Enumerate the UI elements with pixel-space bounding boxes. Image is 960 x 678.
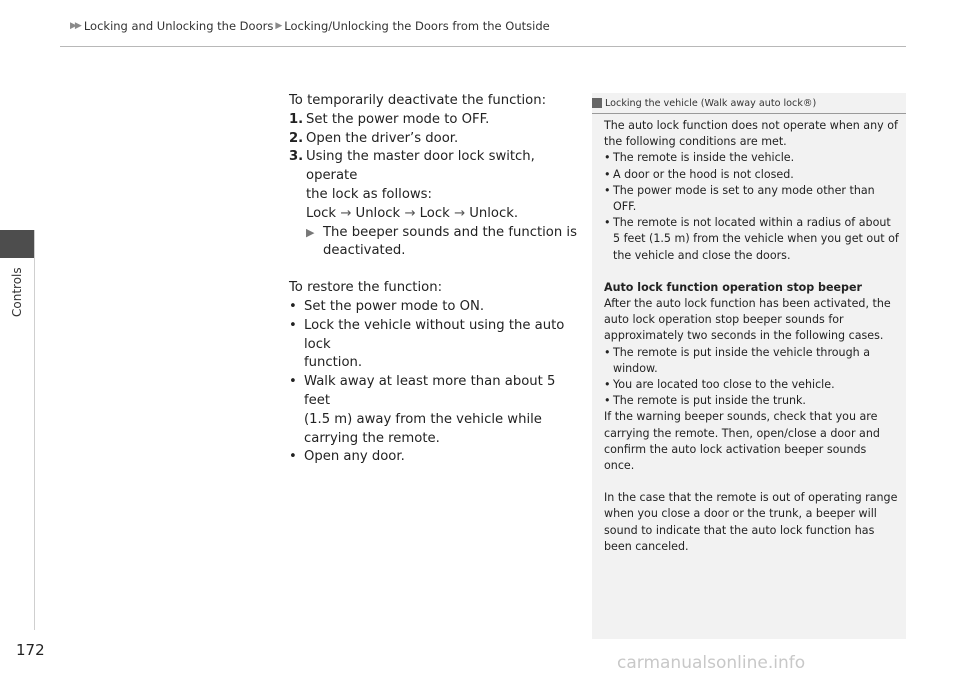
- list-item: [289, 448, 579, 467]
- list-item-text-continued: function.: [304, 355, 363, 371]
- sequence-lock: Lock: [419, 205, 450, 221]
- note-list-item: [604, 150, 900, 166]
- note-text: The auto lock function does not operate when any of: [604, 119, 898, 132]
- breadcrumb-arrow-icon: ▶: [275, 21, 281, 31]
- note-list-item: [604, 345, 900, 361]
- note-list-item: [604, 183, 900, 199]
- list-item-text: Open any door.: [304, 449, 405, 465]
- note-text: After the auto lock function has been activated, the: [604, 297, 891, 311]
- note-list-text: The power mode is set to any mode other than: [613, 183, 875, 197]
- bullet-icon: •: [289, 449, 297, 465]
- note-list-text: The remote is put inside the trunk.: [613, 394, 806, 408]
- step-3-continued: the lock as follows:: [306, 186, 432, 202]
- arrow-right-icon: →: [404, 205, 416, 221]
- sequence-lock: Lock: [306, 205, 337, 221]
- breadcrumb-arrow-icon: ▶▶: [70, 21, 80, 31]
- list-item-text: Walk away at least more than about 5 feet: [304, 374, 556, 408]
- note-marker-icon: [592, 98, 602, 108]
- bullet-icon: •: [289, 374, 297, 390]
- breadcrumb-item-from-outside[interactable]: Locking/Unlocking the Doors from the Outside: [284, 19, 550, 33]
- note-list-text-continued: window.: [613, 361, 658, 375]
- restore-heading: To restore the function:: [289, 280, 443, 296]
- bullet-icon: •: [604, 167, 611, 181]
- note-subheading: Auto lock function operation stop beeper: [604, 280, 862, 294]
- note-text: carrying the remote. Then, open/close a door and: [604, 426, 880, 440]
- section-label: Controls: [10, 267, 24, 317]
- note-header: [592, 93, 906, 113]
- watermark: carmanualsonline.info: [617, 653, 806, 673]
- note-text: auto lock operation stop beeper sounds for: [604, 313, 844, 327]
- note-divider: [592, 113, 906, 114]
- arrow-right-icon: →: [453, 205, 465, 221]
- result-text: The beeper sounds and the function is: [323, 224, 577, 240]
- list-item: [289, 298, 579, 317]
- page-number: 172: [16, 641, 45, 659]
- arrow-right-icon: →: [340, 205, 352, 221]
- breadcrumb: [70, 19, 550, 33]
- bullet-icon: •: [604, 345, 611, 359]
- list-item-text: Lock the vehicle without using the auto lock: [304, 317, 565, 352]
- header-divider: [60, 46, 906, 47]
- note-list-item: [604, 393, 900, 409]
- bullet-icon: •: [289, 317, 297, 333]
- list-item-text-continued: (1.5 m) away from the vehicle while: [304, 411, 542, 427]
- breadcrumb-item-locking-unlocking[interactable]: Locking and Unlocking the Doors: [83, 19, 274, 33]
- note-list-text: The remote is not located within a radius of about: [613, 216, 891, 230]
- note-text: confirm the auto lock activation beeper sounds once.: [604, 442, 867, 473]
- note-text: sound to indicate that the auto lock function has: [604, 523, 875, 537]
- note-list-text-continued: the vehicle and close the doors.: [613, 248, 791, 262]
- step-1: [289, 111, 579, 130]
- bullet-icon: •: [604, 394, 611, 408]
- bullet-icon: •: [604, 216, 611, 230]
- note-list-text: You are located too close to the vehicle.: [613, 378, 835, 392]
- step-number: 3.: [289, 149, 304, 165]
- list-item: [289, 317, 579, 355]
- note-text: when you close a door or the trunk, a beeper will: [604, 507, 877, 521]
- step-text: Open the driver’s door.: [306, 130, 459, 146]
- step-number: 1.: [289, 111, 304, 127]
- note-list-item: [604, 167, 900, 183]
- step-result: [289, 224, 579, 243]
- section-tab-marker: [0, 230, 34, 258]
- note-text: the following conditions are met.: [604, 135, 787, 149]
- bullet-icon: •: [604, 151, 611, 165]
- list-item-text-continued: carrying the remote.: [304, 430, 440, 446]
- note-list-text: The remote is put inside the vehicle through a: [613, 345, 870, 359]
- list-item: [289, 373, 579, 411]
- step-3: [289, 148, 579, 186]
- result-arrow-icon: ▶: [306, 225, 313, 239]
- note-body: [604, 118, 900, 555]
- step-text: Using the master door lock switch, operate: [306, 149, 535, 184]
- note-list-item: [604, 377, 900, 393]
- note-text: been canceled.: [604, 539, 689, 553]
- step-2: [289, 130, 579, 149]
- note-list-text: A door or the hood is not closed.: [613, 167, 794, 181]
- bullet-icon: •: [604, 378, 611, 392]
- lock-sequence: [289, 205, 579, 224]
- bullet-icon: •: [289, 298, 297, 314]
- note-title: Locking the vehicle (Walk away auto lock®): [605, 97, 817, 109]
- note-list-item: [604, 215, 900, 231]
- sidebar-divider: [34, 230, 35, 630]
- step-number: 2.: [289, 130, 304, 146]
- result-text-continued: deactivated.: [323, 243, 406, 259]
- step-text: Set the power mode to OFF.: [306, 111, 490, 127]
- bullet-icon: •: [604, 183, 611, 197]
- note-text: If the warning beeper sounds, check that you are: [604, 410, 878, 424]
- note-list-text: The remote is inside the vehicle.: [613, 151, 795, 165]
- note-list-text-continued: OFF.: [613, 200, 637, 214]
- note-list-text-continued: 5 feet (1.5 m) from the vehicle when you get out of: [613, 232, 899, 246]
- sequence-unlock: Unlock: [355, 205, 401, 221]
- deactivate-heading: To temporarily deactivate the function:: [289, 93, 547, 108]
- note-text: approximately two seconds in the following cases.: [604, 329, 884, 343]
- main-content: [289, 92, 579, 467]
- list-item-text: Set the power mode to ON.: [304, 298, 485, 314]
- note-text: In the case that the remote is out of operating range: [604, 491, 898, 505]
- sequence-unlock: Unlock.: [469, 205, 519, 221]
- side-note: [592, 93, 906, 639]
